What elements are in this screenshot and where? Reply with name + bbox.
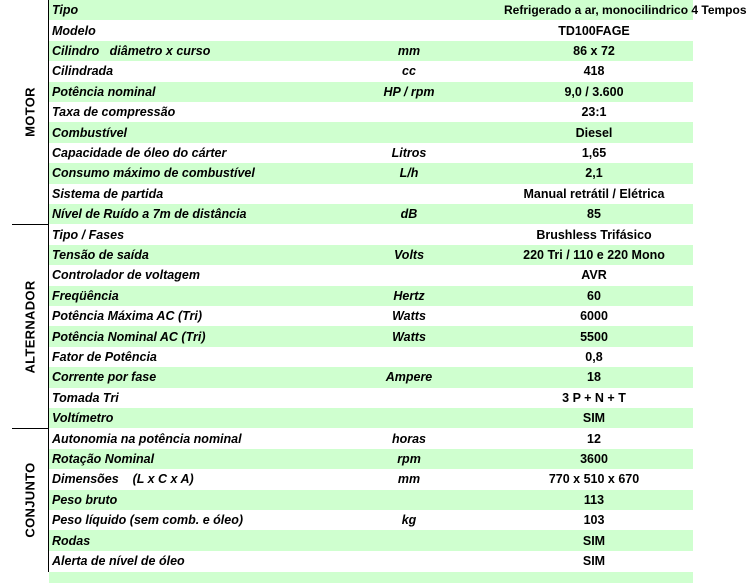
table-row [49,551,693,571]
spec-value: Diesel [575,125,613,140]
group-motor [12,0,48,224]
spec-value: 3600 [580,451,608,466]
group-conjunto [12,428,48,571]
spec-label: Capacidade de óleo do cárter [52,145,227,160]
spec-label: Cilindro diâmetro x curso [52,43,211,58]
table-row [49,408,693,428]
table-row [49,163,693,183]
spec-label: Taxa de compressão [52,105,176,120]
table-row [49,184,693,204]
spec-label: Nível de Ruído a 7m de distância [52,207,247,222]
spec-value: AVR [581,268,607,283]
spec-label: Cilindrada [52,64,114,79]
table-row [49,61,693,81]
table-row [49,224,693,244]
spec-unit: dB [400,207,418,222]
spec-value: 9,0 / 3.600 [564,84,624,99]
spec-unit: L/h [399,166,419,181]
spec-value: 85 [587,207,601,222]
spec-label: Autonomia na potência nominal [52,431,242,446]
table-row [49,469,693,489]
group-alternador [12,224,48,428]
table-row [49,367,693,387]
table-footer-band [49,572,693,583]
spec-value: SIM [582,533,606,548]
spec-value: 0,8 [585,349,603,364]
spec-unit: kg [401,513,417,528]
table-row [49,204,693,224]
table-row [49,286,693,306]
spec-label: Tomada Tri [52,390,119,405]
spec-label: Fator de Potência [52,349,157,364]
table-row [49,122,693,142]
spec-label: Rodas [52,533,91,548]
spec-label: Voltímetro [52,411,114,426]
spec-value: 18 [587,370,601,385]
spec-value: 2,1 [585,166,603,181]
spec-value: 86 x 72 [573,43,615,58]
table-row [49,20,693,40]
spec-unit: Watts [392,329,426,344]
spec-label: Freqüência [52,288,119,303]
table-row [49,82,693,102]
spec-label: Peso bruto [52,492,118,507]
spec-label: Tipo / Fases [52,227,125,242]
spec-value: 60 [587,288,601,303]
table-row [49,102,693,122]
spec-label: Alerta de nível de óleo [52,553,185,568]
spec-label: Combustível [52,125,128,140]
table-row [49,428,693,448]
table-row [49,41,693,61]
spec-unit: mm [397,43,421,58]
spec-label: Dimensões (L x C x A) [52,472,194,487]
spec-label: Consumo máximo de combustível [52,166,255,181]
spec-value: Manual retrátil / Elétrica [523,186,665,201]
spec-value: 103 [583,513,605,528]
spec-unit: Hertz [393,288,425,303]
spec-unit: Ampere [385,370,433,385]
spec-value: 418 [583,64,605,79]
table-row [49,326,693,346]
spec-value: 1,65 [581,145,607,160]
group-label: CONJUNTO [22,462,38,538]
spec-value: 3 P + N + T [562,390,626,405]
spec-value: 113 [583,492,605,507]
spec-label: Sistema de partida [52,186,164,201]
table-row [49,245,693,265]
spec-value: 220 Tri / 110 e 220 Mono [523,247,665,262]
spec-value: 12 [587,431,601,446]
table-row [49,530,693,550]
spec-label: Peso líquido (sem comb. e óleo) [52,513,244,528]
spec-unit: HP / rpm [383,84,435,99]
spec-label: Tipo [52,3,79,18]
spec-value: SIM [582,411,606,426]
spec-unit: cc [402,64,416,79]
table-row [49,265,693,285]
spec-unit: horas [391,431,427,446]
spec-label: Potência Máxima AC (Tri) [52,309,203,324]
spec-value: 23:1 [581,105,607,120]
spec-unit: Watts [392,309,426,324]
group-label: MOTOR [22,87,38,138]
spec-label: Corrente por fase [52,370,157,385]
table-row [49,449,693,469]
spec-value: 5500 [580,329,608,344]
spec-unit: rpm [397,451,421,466]
spec-unit: Volts [393,247,425,262]
table-row [49,0,747,20]
table-row [49,347,693,367]
spec-label: Potência Nominal AC (Tri) [52,329,206,344]
spec-value: 6000 [580,309,608,324]
table-row [49,490,693,510]
spec-label: Controlador de voltagem [52,268,200,283]
table-row [49,306,693,326]
spec-label: Potência nominal [52,84,156,99]
spec-label: Rotação Nominal [52,451,155,466]
table-row [49,388,693,408]
table-row [49,510,693,530]
spec-unit: mm [397,472,421,487]
spec-value: SIM [582,553,606,568]
spec-value: TD100FAGE [558,23,630,38]
spec-label: Modelo [52,23,96,38]
group-label: ALTERNADOR [22,280,38,374]
table-row [49,143,693,163]
spec-unit: Litros [391,145,427,160]
spec-value: Brushless Trifásico [536,227,652,242]
spec-value: 770 x 510 x 670 [548,472,640,487]
spec-value: Refrigerado a ar, monocilindrico 4 Tempos [504,3,747,18]
spec-label: Tensão de saída [52,247,149,262]
